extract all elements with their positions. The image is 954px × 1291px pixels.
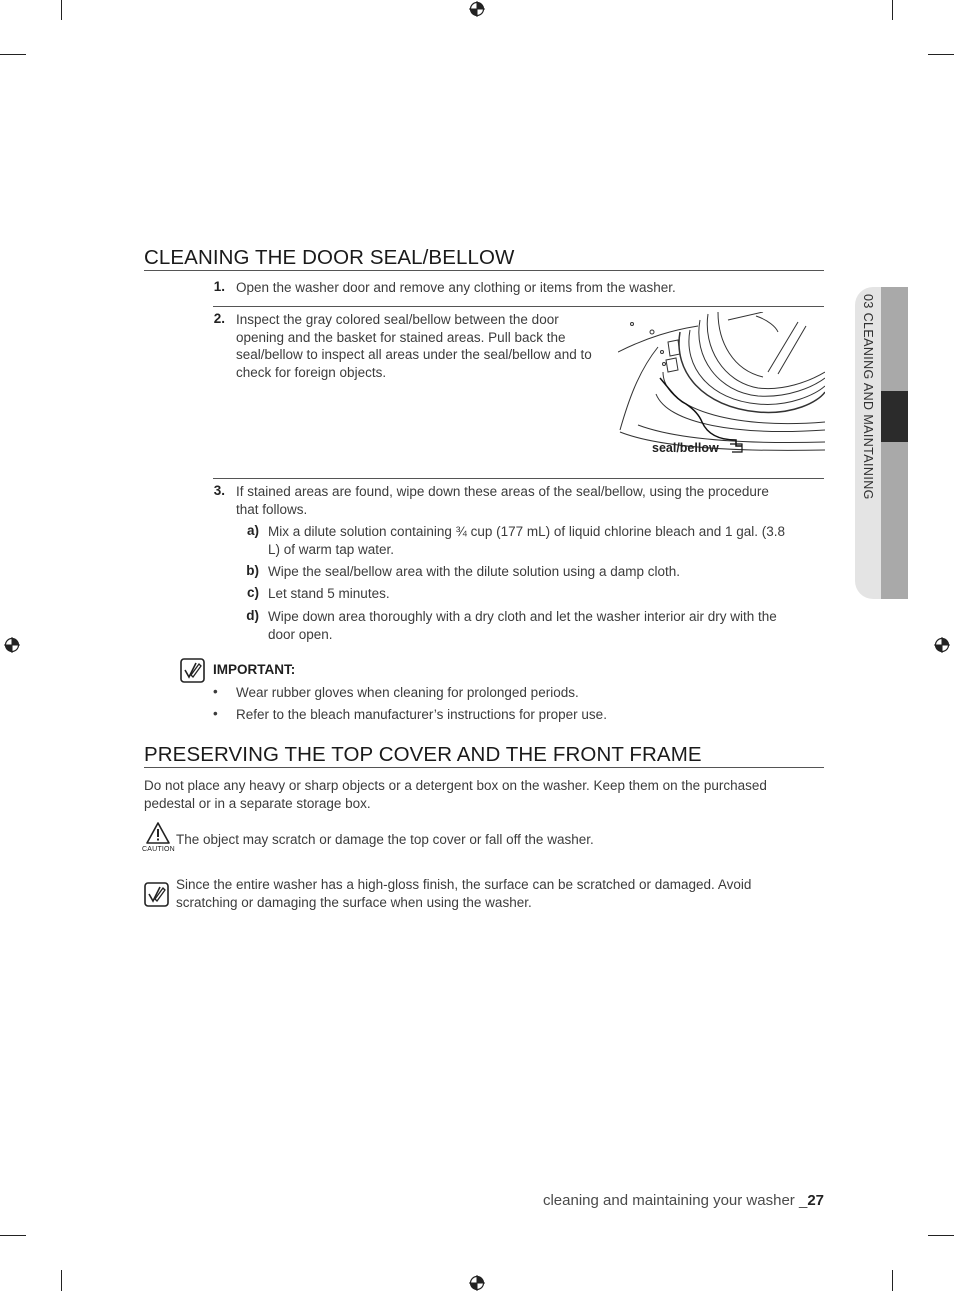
step-number: 1. xyxy=(213,279,225,294)
bullet-text: Refer to the bleach manufacturer’s instructions for proper use. xyxy=(236,707,607,722)
divider xyxy=(213,478,824,479)
seal-bellow-illustration xyxy=(618,312,825,458)
crop-mark xyxy=(928,1235,954,1236)
step-text: Inspect the gray colored seal/bellow between the door opening and the basket for stained areas. Pull back the seal/bellow to inspect all areas under the seal/bellow and to check for foreign objects. xyxy=(236,312,592,380)
substep-text: Wipe down area thoroughly with a dry cloth and let the washer interior air dry with the door open. xyxy=(268,609,777,642)
substep-text: Wipe the seal/bellow area with the dilute solution using a damp cloth. xyxy=(268,564,680,579)
substep-text: Let stand 5 minutes. xyxy=(268,586,390,601)
registration-mark-icon xyxy=(934,637,950,653)
registration-mark-icon xyxy=(469,1275,485,1291)
step-number: 3. xyxy=(213,483,225,498)
crop-mark xyxy=(892,0,893,20)
important-label: IMPORTANT: xyxy=(213,662,296,677)
section-title-door-seal: CLEANING THE DOOR SEAL/BELLOW xyxy=(144,247,824,271)
registration-mark-icon xyxy=(469,1,485,17)
substep-text: Mix a dilute solution containing ¾ cup (177 mL) of liquid chlorine bleach and 1 gal. (3.8 L) of warm tap water. xyxy=(268,524,786,557)
section-title-top-cover: PRESERVING THE TOP COVER AND THE FRONT FRAME xyxy=(144,744,824,768)
chapter-tab-marker xyxy=(881,391,908,442)
crop-mark xyxy=(0,1235,26,1236)
note-pencil-icon xyxy=(144,882,169,907)
substep-label: a) xyxy=(246,523,259,538)
substep-label: c) xyxy=(246,585,259,600)
crop-mark xyxy=(928,54,954,55)
crop-mark xyxy=(61,1270,62,1291)
caution-label: CAUTION xyxy=(142,846,175,853)
step-number: 2. xyxy=(213,311,225,326)
caution-triangle-icon xyxy=(145,821,171,845)
step-text: Open the washer door and remove any clothing or items from the washer. xyxy=(236,280,676,295)
crop-mark xyxy=(0,54,26,55)
chapter-tab-label: 03 CLEANING AND MAINTAINING xyxy=(861,294,875,500)
note-pencil-icon xyxy=(180,658,205,683)
chapter-tab-strip xyxy=(881,287,908,599)
section-intro: Do not place any heavy or sharp objects or a detergent box on the washer. Keep them on the purchased pedestal or in a separate storage box. xyxy=(144,778,767,811)
registration-mark-icon xyxy=(4,637,20,653)
bullet-dot: • xyxy=(213,684,218,699)
page-footer xyxy=(543,1192,824,1209)
step-text: If stained areas are found, wipe down these areas of the seal/bellow, using the procedure that follows. xyxy=(236,484,769,517)
footer-text: cleaning and maintaining your washer _ xyxy=(542,1192,808,1209)
substep-label: b) xyxy=(246,563,259,578)
page-number: 27 xyxy=(807,1192,824,1209)
note-text: Since the entire washer has a high-gloss finish, the surface can be scratched or damaged. Avoid scratching or damaging the surface when using the washer. xyxy=(176,877,752,910)
bullet-dot: • xyxy=(213,706,218,721)
bullet-text: Wear rubber gloves when cleaning for prolonged periods. xyxy=(236,685,579,700)
substep-label: d) xyxy=(246,608,259,623)
figure-label-seal-bellow: seal/bellow xyxy=(652,441,719,455)
crop-mark xyxy=(61,0,62,20)
crop-mark xyxy=(892,1270,893,1291)
caution-text: The object may scratch or damage the top cover or fall off the washer. xyxy=(176,832,594,847)
divider xyxy=(213,306,824,307)
